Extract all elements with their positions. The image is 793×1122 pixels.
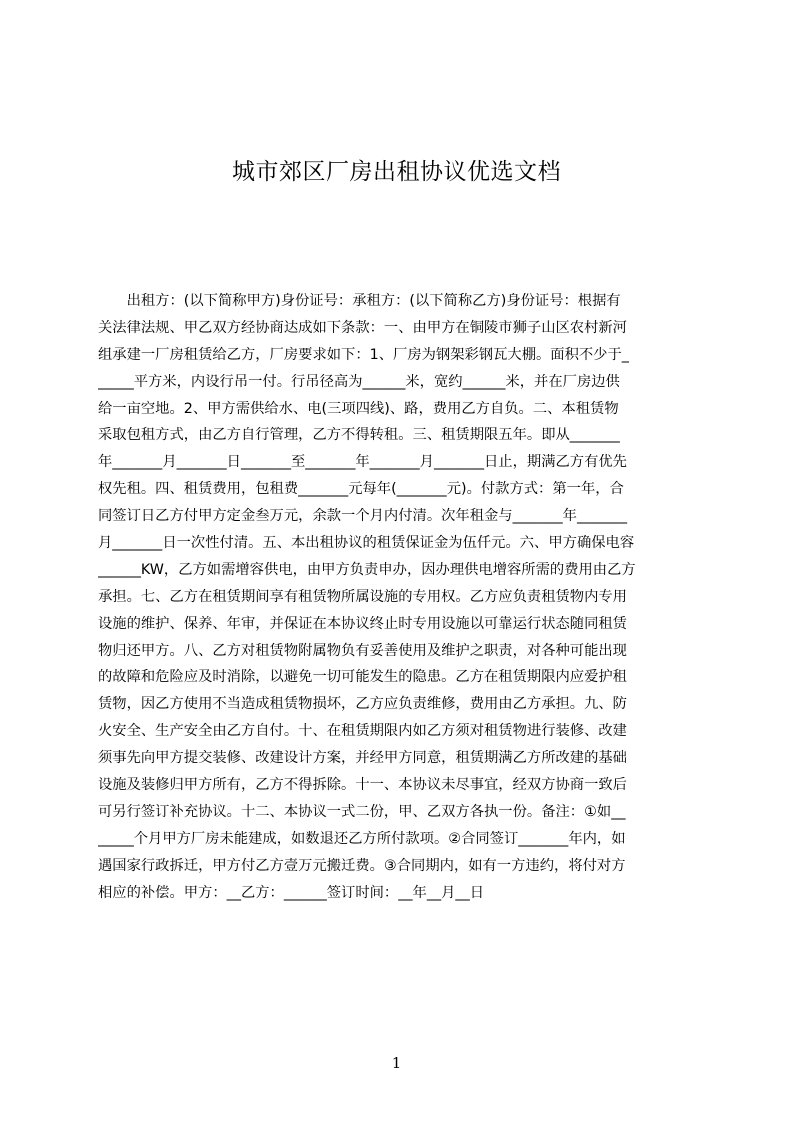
body-line: 承担。七、乙方在租赁期间享有租赁物所属设施的专用权。乙方应负责租赁物内专用: [98, 588, 627, 605]
body-line: 权先租。四、租赁费用，包租费_______元每年(_______元)。付款方式：第一年，合: [98, 481, 624, 498]
body-line: 同签订日乙方付甲方定金叁万元，余款一个月内付清。次年租金与_______年_______: [98, 508, 627, 525]
body-line: 可另行签订补充协议。十二、本协议一式二份，甲、乙双方各执一份。备注：①如__: [98, 803, 626, 820]
body-line: 关法律法规、甲乙双方经协商达成如下条款：一、由甲方在铜陵市狮子山区农村新河: [98, 319, 627, 336]
body-line: 给一亩空地。2、甲方需供给水、电(三项四线)、路，费用乙方自负。二、本租赁物: [98, 400, 619, 417]
body-line: 设施及装修归甲方所有，乙方不得拆除。十一、本协议未尽事宜，经双方协商一致后: [98, 777, 627, 794]
body-line: 组承建一厂房租赁给乙方，厂房要求如下：1、厂房为钢架彩钢瓦大棚。面积不少于_: [98, 346, 629, 363]
body-line: _____个月甲方厂房未能建成，如数退还乙方所付款项。②合同签订_______年内，如: [98, 830, 626, 847]
page-number: 1: [391, 1054, 402, 1072]
body-line: _____平方米，内设行吊一付。行吊径高为______米，宽约______米，并在厂房边供: [98, 373, 620, 390]
body-line: 的故障和危险应及时消除，以避免一切可能发生的隐患。乙方在租赁期限内应爱护租: [98, 669, 627, 686]
body-line: 须事先向甲方提交装修、改建设计方案，并经甲方同意，租赁期满乙方所改建的基础: [98, 750, 627, 767]
agreement-body: [98, 288, 698, 908]
document-title: 城市郊区厂房出租协议优选文档: [232, 159, 561, 186]
body-line: 火安全、生产安全由乙方自付。十、在租赁期限内如乙方须对租赁物进行装修、改建: [98, 723, 627, 740]
body-line: 采取包租方式，由乙方自行管理，乙方不得转租。三、租赁期限五年。即从_______: [98, 427, 620, 444]
body-line: 遇国家行政拆迁，甲方付乙方壹万元搬迁费。③合同期内，如有一方违约，将付对方: [98, 857, 626, 874]
body-line: ______KW，乙方如需增容供电，由甲方负责申办，因办理供电增容所需的费用由乙方: [98, 561, 636, 578]
body-line: 相应的补偿。甲方：__乙方：______签订时间：__年__月__日: [98, 884, 485, 901]
body-line: 月_______日一次性付清。五、本出租协议的租赁保证金为伍仟元。六、甲方确保电容: [98, 535, 635, 552]
body-line: 赁物，因乙方使用不当造成租赁物损坏，乙方应负责维修，费用由乙方承担。九、防: [98, 696, 627, 713]
body-line: 物归还甲方。八、乙方对租赁物附属物负有妥善使用及维护之职责，对各种可能出现: [98, 642, 627, 659]
body-line: 设施的维护、保养、年审，并保证在本协议终止时专用设施以可靠运行状态随同租赁: [98, 615, 627, 632]
body-line: 年_______月_______日_______至_______年_______月_______日止，期满乙方有优先: [98, 454, 627, 471]
body-line: 出租方：(以下简称甲方)身份证号：承租方：(以下简称乙方)身份证号：根据有: [98, 293, 621, 309]
